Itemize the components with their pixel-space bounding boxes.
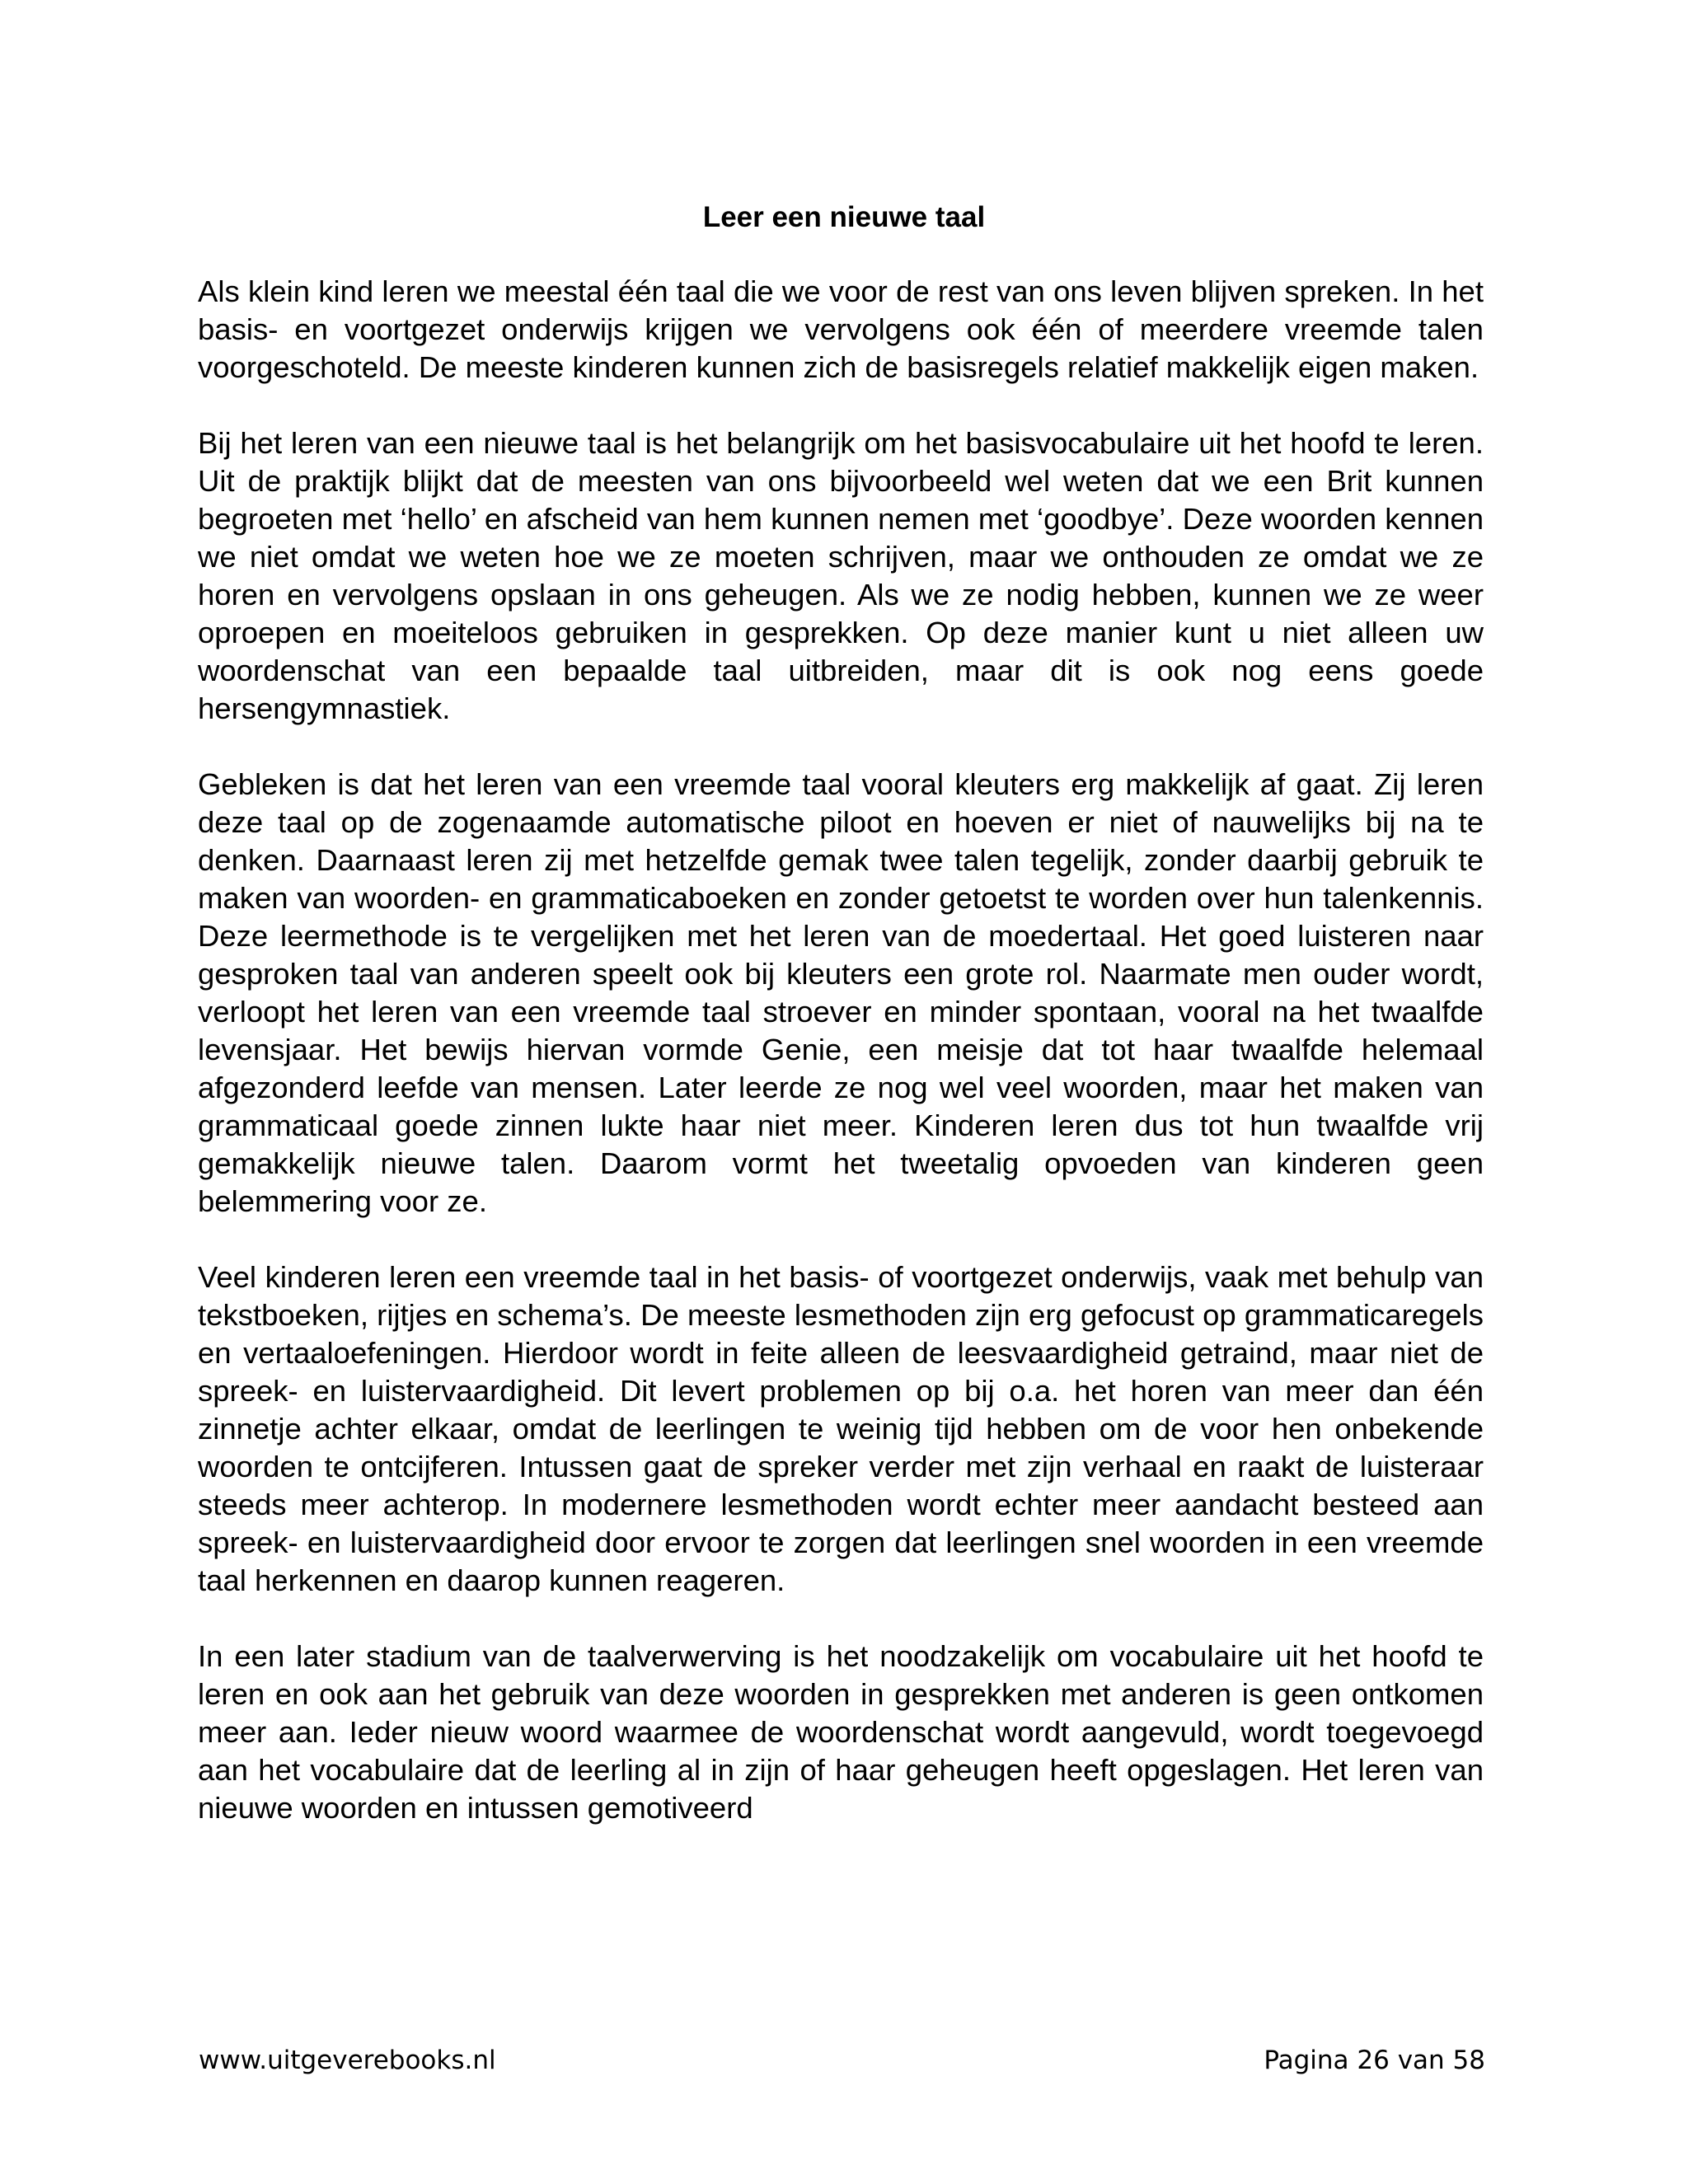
paragraph-5: In een later stadium van de taalverwerving is het noodzakelijk om vocabulaire uit het hoofd te leren en ook aan het gebruik van deze woorden in gesprekken met anderen is geen ontkomen meer aan. Ieder nieuw woord waarmee de woordenschat wordt aangevuld, wordt toegevoegd aan het vocabulaire dat de leerling al in zijn of haar geheugen heeft opgeslagen. Het leren van nieuwe woorden en intussen gemotiveerd xyxy=(198,1639,1484,1825)
body-text xyxy=(198,273,1484,1865)
paragraph-2: Bij het leren van een nieuwe taal is het belangrijk om het basisvocabulaire uit het hoofd te leren. Uit de praktijk blijkt dat de meesten van ons bijvoorbeeld wel weten dat we een Brit kunnen begroeten met ‘hello’ en afscheid van hem kunnen nemen met ‘goodbye’. Deze woorden kennen we niet omdat we weten hoe we ze moeten schrijven, maar we onthouden ze omdat we ze horen en vervolgens opslaan in ons geheugen. Als we ze nodig hebben, kunnen we ze weer oproepen en moeiteloos gebruiken in gesprekken. Op deze manier kunt u niet alleen uw woordenschat van een bepaalde taal uitbreiden, maar dit is ook nog eens goede hersengymnastiek. xyxy=(198,426,1484,725)
paragraph-3: Gebleken is dat het leren van een vreemde taal vooral kleuters erg makkelijk af gaat. Zij leren deze taal op de zogenaamde automatische piloot en hoeven er niet of nauwelijks bij na te denken. Daarnaast leren zij met hetzelfde gemak twee talen tegelijk, zonder daarbij gebruik te maken van woorden- en grammaticaboeken en zonder getoetst te worden over hun talenkennis. Deze leermethode is te vergelijken met het leren van de moedertaal. Het goed luisteren naar gesproken taal van anderen speelt ook bij kleuters een grote rol. Naarmate men ouder wordt, verloopt het leren van een vreemde taal stroever en minder spontaan, vooral na het twaalfde levensjaar. Het bewijs hiervan vormde Genie, een meisje dat tot haar twaalfde helemaal afgezonderd leefde van mensen. Later leerde ze nog wel veel woorden, maar het maken van grammaticaal goede zinnen lukte haar niet meer. Kinderen leren dus tot hun twaalfde vrij gemakkelijk nieuwe talen. Daarom vormt het tweetalig opvoeden van kinderen geen belemmering voor ze. xyxy=(198,767,1484,1218)
paragraph-1: Als klein kind leren we meestal één taal die we voor de rest van ons leven blijven spreken. In het basis- en voortgezet onderwijs krijgen we vervolgens ook één of meerdere vreemde talen voorgeschoteld. De meeste kinderen kunnen zich de basisregels relatief makkelijk eigen maken. xyxy=(198,274,1484,384)
footer-website: www.uitgeverebooks.nl xyxy=(199,2046,496,2075)
page-title: Leer een nieuwe taal xyxy=(702,201,986,233)
footer-page-number: Pagina 26 van 58 xyxy=(1264,2046,1485,2075)
paragraph-4: Veel kinderen leren een vreemde taal in het basis- of voortgezet onderwijs, vaak met behulp van tekstboeken, rijtjes en schema’s. De meeste lesmethoden zijn erg gefocust op grammaticaregels en vertaaloefeningen. Hierdoor wordt in feite alleen de leesvaardigheid getraind, maar niet de spreek- en luistervaardigheid. Dit levert problemen op bij o.a. het horen van meer dan één zinnetje achter elkaar, omdat de leerlingen te weinig tijd hebben om de voor hen onbekende woorden te ontcijferen. Intussen gaat de spreker verder met zijn verhaal en raakt de luisteraar steeds meer achterop. In modernere lesmethoden wordt echter meer aandacht besteed aan spreek- en luistervaardigheid door ervoor te zorgen dat leerlingen snel woorden in een vreemde taal herkennen en daarop kunnen reageren. xyxy=(198,1260,1484,1597)
